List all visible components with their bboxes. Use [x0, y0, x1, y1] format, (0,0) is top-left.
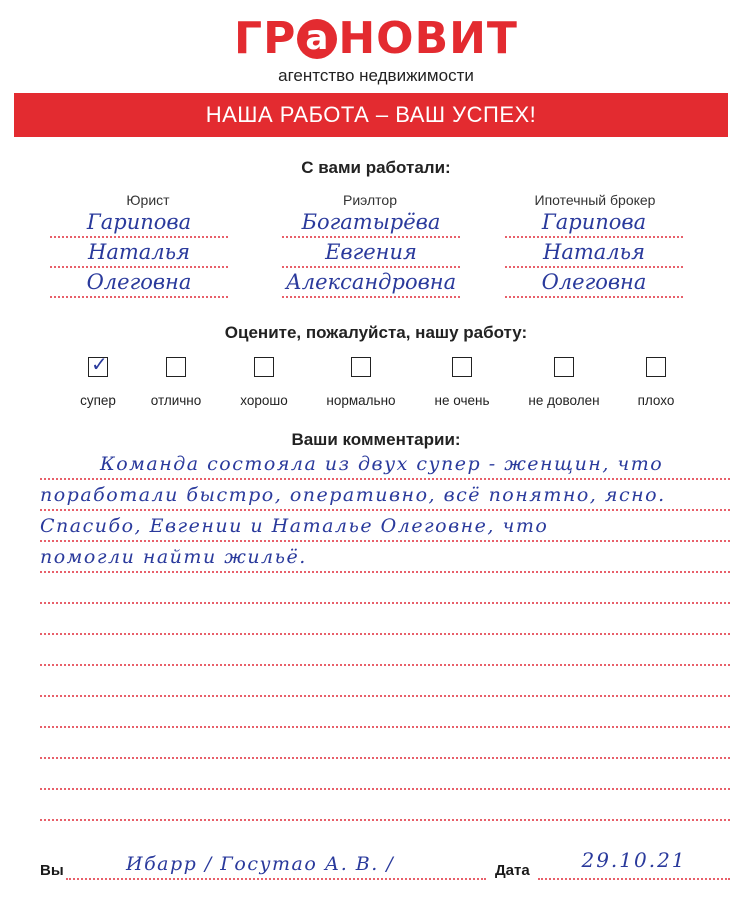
role-title-realtor: Риэлтор	[343, 192, 397, 208]
slogan-banner: НАША РАБОТА – ВАШ УСПЕХ!	[14, 93, 728, 137]
worked-with-heading: С вами работали:	[301, 158, 451, 177]
comment-line[interactable]	[40, 696, 730, 728]
comments-heading: Ваши комментарии:	[291, 430, 461, 449]
date-label: Дата	[495, 862, 530, 879]
comment-line[interactable]	[40, 603, 730, 635]
rating-checkbox-good[interactable]	[254, 357, 274, 377]
rating-heading: Оцените, пожалуйста, нашу работу:	[224, 323, 528, 342]
broker-first-name: Наталья	[505, 240, 683, 268]
brand-logo	[0, 14, 752, 64]
comment-text: Команда состояла из двух супер - женщин, что	[100, 453, 664, 475]
realtor-patronymic: Александровна	[282, 270, 460, 298]
comment-line[interactable]	[40, 634, 730, 666]
rating-label-super: супер	[80, 393, 116, 408]
signature-value: Ибарр / Госутао А. В. /	[126, 853, 395, 875]
comment-line[interactable]	[40, 665, 730, 697]
comment-line[interactable]	[40, 727, 730, 759]
comment-line[interactable]	[40, 572, 730, 604]
broker-patronymic: Олеговна	[505, 270, 683, 298]
comment-line[interactable]	[40, 510, 730, 542]
rating-label-dissatisfied: не доволен	[528, 393, 600, 408]
comment-line[interactable]	[40, 448, 730, 480]
checkmark-icon: ✓	[91, 352, 108, 376]
rating-checkbox-normal[interactable]	[351, 357, 371, 377]
rating-label-good: хорошо	[240, 393, 288, 408]
rating-label-excellent: отлично	[150, 393, 202, 408]
rating-label-normal: нормально	[326, 393, 396, 408]
comment-line[interactable]	[40, 758, 730, 790]
rating-checkbox-dissatisfied[interactable]	[554, 357, 574, 377]
brand-name-part: ГР	[234, 13, 297, 64]
rating-checkbox-not-very[interactable]	[452, 357, 472, 377]
realtor-first-name: Евгения	[282, 240, 460, 268]
rating-label-bad: плохо	[637, 393, 675, 408]
realtor-surname: Богатырёва	[282, 210, 460, 238]
role-title-mortgage-broker: Ипотечный брокер	[534, 192, 656, 208]
rating-checkbox-excellent[interactable]	[166, 357, 186, 377]
signature-field[interactable]	[66, 852, 486, 880]
brand-name-part: НОВИТ	[338, 13, 518, 64]
lawyer-patronymic: Олеговна	[50, 270, 228, 298]
rating-label-not-very: не очень	[434, 393, 490, 408]
brand-logo-a-circle: а	[297, 19, 337, 59]
signature-label: Вы	[40, 862, 64, 879]
role-title-lawyer: Юрист	[126, 192, 170, 208]
comment-line[interactable]	[40, 789, 730, 821]
comment-line[interactable]	[40, 541, 730, 573]
brand-subtitle: агентство недвижимости	[278, 66, 474, 85]
lawyer-surname: Гарипова	[50, 210, 228, 238]
comment-text: Спасибо, Евгении и Наталье Олеговне, что	[40, 515, 549, 537]
lawyer-first-name: Наталья	[50, 240, 228, 268]
rating-checkbox-bad[interactable]	[646, 357, 666, 377]
date-field[interactable]: 29.10.21	[538, 848, 730, 880]
comment-text: помогли найти жильё.	[40, 546, 307, 568]
comment-line[interactable]	[40, 479, 730, 511]
rating-checkbox-super[interactable]	[88, 352, 108, 377]
broker-surname: Гарипова	[505, 210, 683, 238]
comment-text: поработали быстро, оперативно, всё понятно, ясно.	[40, 484, 666, 506]
